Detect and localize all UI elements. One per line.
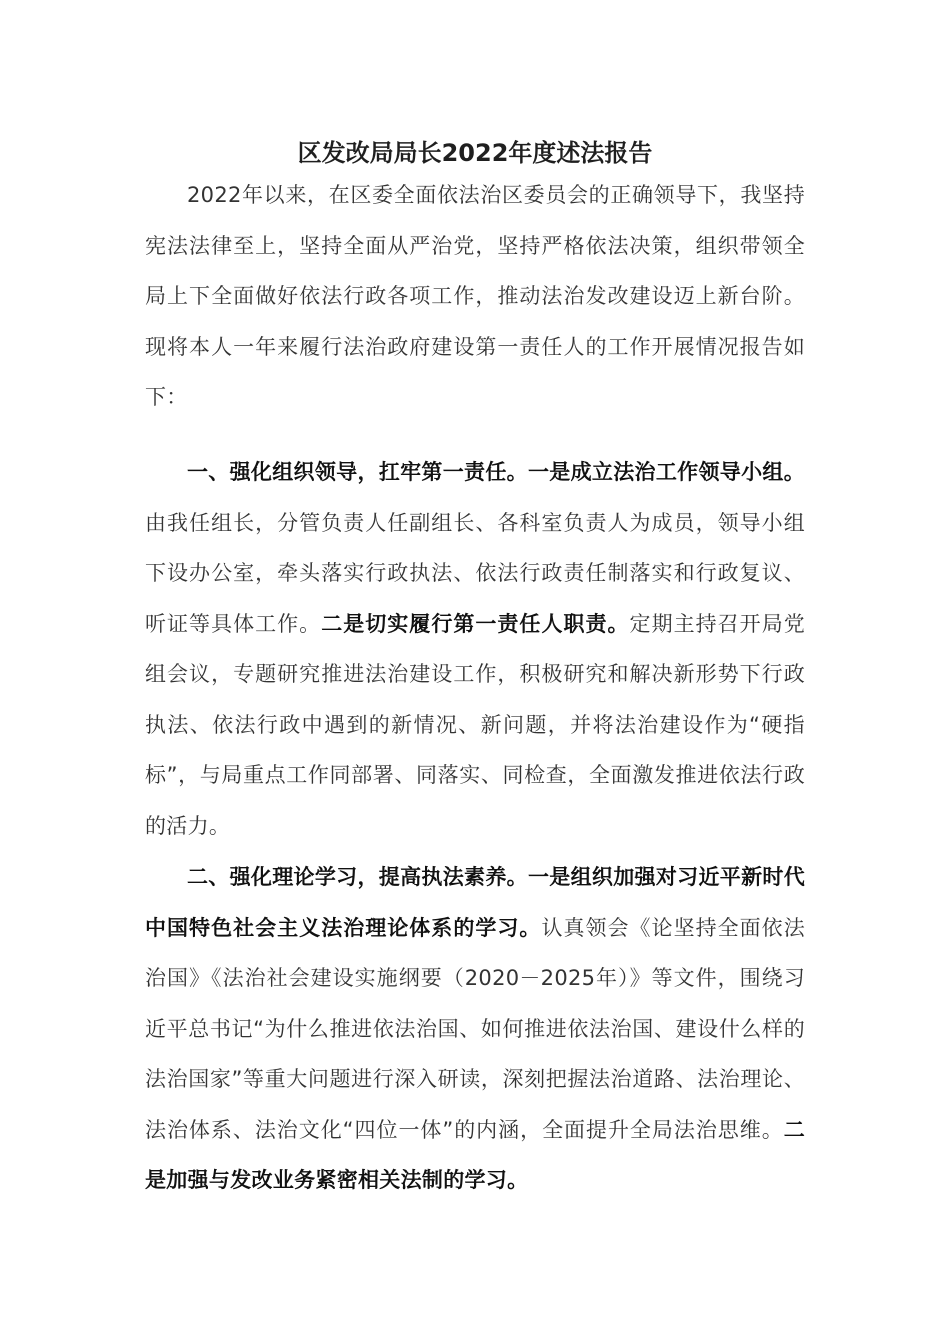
section-1-point-2-text: 定期主持召开局党组会议，专题研究推进法治建设工作，积极研究和解决新形势下行政执法、依法行政中遇到的新情况、新问题，并将法治建设作为“硬指标”，与局重点工作同部署、同落实、同检查，全面激发推进依法行政的活力。: [145, 611, 806, 838]
document-title: 区发改局局长2022年度述法报告: [297, 139, 653, 167]
section-1-point-1-text: 由我任组长，分管负责人任副组长、各科室负责人为成员，领导小组下设办公室，牵头落实行政执法、依法行政责任制落实和行政复议、听证等具体工作。: [145, 510, 805, 636]
section-2-heading: 二、强化理论学习，提高执法素养。: [187, 865, 528, 889]
section-2-point-2-title: 二是加强与发改业务紧密相关法制的学习。: [145, 1117, 805, 1192]
section-2-paragraph: [145, 852, 805, 1206]
section-2-point-1-title: 一是组织加强对习近平新时代中国特色社会主义法治理论体系的学习。: [145, 865, 805, 940]
section-1-point-2-title: 二是切实履行第一责任人职责。: [321, 611, 630, 636]
section-1-heading: 一、强化组织领导，扛牢第一责任。: [187, 460, 528, 484]
intro-paragraph: 2022年以来，在区委全面依法治区委员会的正确领导下，我坚持宪法法律至上，坚持全面从严治党，坚持严格依法决策，组织带领全局上下全面做好依法行政各项工作，推动法治发改建设迈上新台阶。现将本人一年来履行法治政府建设第一责任人的工作开展情况报告如下：: [145, 183, 805, 409]
section-1-paragraph: [145, 447, 805, 851]
section-1-point-1-title: 一是成立法治工作领导小组。: [527, 460, 805, 484]
section-2-point-1-text: 认真领会《论坚持全面依法治国》《法治社会建设实施纲要（2020－2025年）》等文件，围绕习近平总书记“为什么推进依法治国、如何推进依法治国、建设什么样的法治国家”等重大问题进行深入研读，深刻把握法治道路、法治理论、法治体系、法治文化“四位一体”的内涵，全面提升全局法治思维。: [145, 915, 805, 1142]
